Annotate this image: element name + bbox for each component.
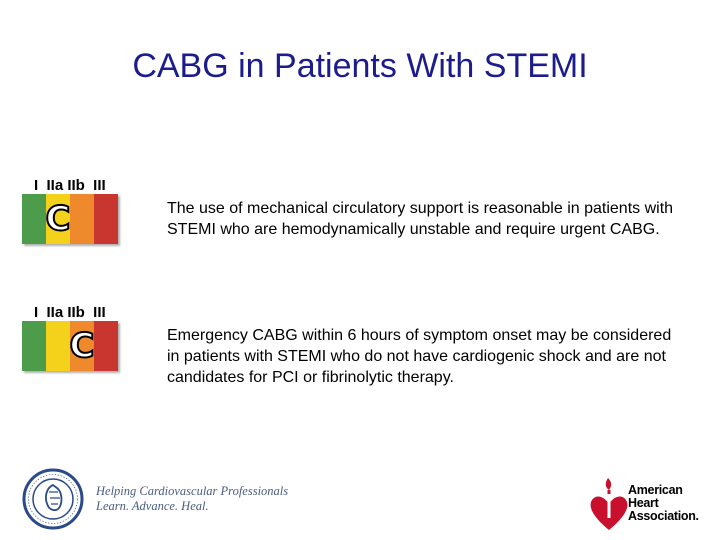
recommendation-text: The use of mechanical circulatory support is reasonable in patients with STEMI who are hemodynamically unstable and require urgent CABG. [167, 200, 674, 238]
acc-footer-logo [22, 468, 292, 530]
class-iii-cell [94, 194, 118, 244]
acc-tagline-line-1: Helping Cardiovascular Professionals [96, 484, 289, 498]
class-iib-cell [70, 321, 94, 371]
class-header: I IIa IIb III [34, 177, 106, 194]
acc-tagline [96, 484, 296, 514]
recommendation-text: Emergency CABG within 6 hours of symptom onset may be considered in patients with STEMI who do not have cardiogenic shock and are not candidates for PCI or fibrinolytic therapy. [167, 327, 672, 386]
class-iia-cell [46, 194, 70, 244]
slide-title: CABG in Patients With STEMI [132, 47, 588, 85]
acc-seal-icon [22, 468, 84, 530]
aha-line-1: American [628, 483, 683, 497]
level-of-evidence-letter: C [45, 199, 71, 239]
recommendation-2 [0, 300, 720, 410]
class-iib-cell [70, 194, 94, 244]
class-header: I IIa IIb III [34, 304, 106, 321]
aha-line-3: Association. [628, 509, 699, 523]
class-i-cell [22, 321, 46, 371]
aha-heart-torch-icon [588, 476, 630, 532]
recommendation-1 [0, 173, 720, 283]
aha-footer-logo [588, 476, 708, 536]
class-iia-cell [46, 321, 70, 371]
class-i-cell [22, 194, 46, 244]
aha-wordmark [628, 484, 699, 523]
level-of-evidence-letter: C [69, 326, 95, 366]
aha-line-2: Heart [628, 496, 659, 510]
class-iii-cell [94, 321, 118, 371]
class-of-recommendation-box [22, 321, 118, 371]
acc-tagline-line-2: Learn. Advance. Heal. [96, 499, 209, 513]
class-of-recommendation-box [22, 194, 118, 244]
